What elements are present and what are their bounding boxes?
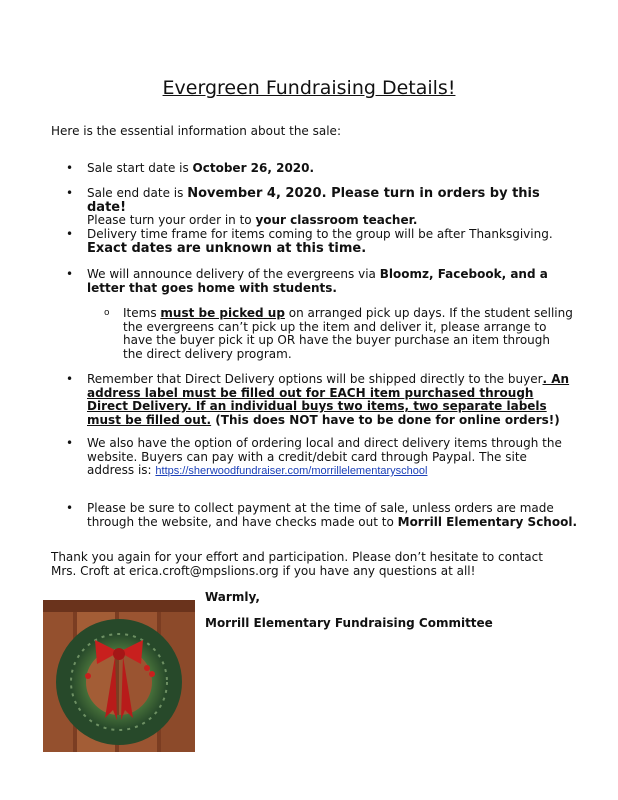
sub-bullet-pickup <box>123 307 573 361</box>
bullet-text: Please turn your order in to <box>87 213 256 227</box>
bullet-direct-delivery <box>87 373 577 427</box>
sub-text: on arranged pick up days. If the student selling the evergreens can’t pick up the item and deliver it, please arrange to have the buyer pick it up OR have the buyer purchase an item through the direct delivery program. <box>123 306 573 361</box>
address-label-note: . An address label must be filled out for EACH item purchased through Direct Delivery. If an individual buys two items, two separate labels must be filled out. <box>87 372 570 427</box>
start-date: October 26, 2020. <box>192 161 315 175</box>
school-name: Morrill Elementary School. <box>397 514 578 529</box>
bullet-text: We also have the option of ordering local and direct delivery items through the website. Buyers can pay with a credit/debit card through Paypal. The site address is: <box>87 436 562 477</box>
bullet-text: We will announce delivery of the evergreens via <box>87 267 380 281</box>
door-frame <box>43 600 195 612</box>
online-orders-note: (This does NOT have to be done for online orders!) <box>211 412 560 427</box>
bullet-start-date <box>87 162 577 176</box>
bullet-text: Delivery time frame for items coming to the group will be after Thanksgiving. <box>87 227 553 241</box>
must-be-picked-up: must be picked up <box>160 306 285 320</box>
bullet-collect-payment <box>87 502 577 529</box>
bullet-announce-delivery <box>87 268 577 295</box>
berry-icon <box>85 673 91 679</box>
signoff-committee: Morrill Elementary Fundraising Committee <box>205 616 493 630</box>
sub-text: Items <box>123 306 161 320</box>
bullet-text: Remember that Direct Delivery options will be shipped directly to the buyer <box>87 372 543 386</box>
fundraiser-link[interactable]: https://sherwoodfundraiser.com/morrillelementaryschool <box>155 465 428 477</box>
berry-icon <box>144 665 150 671</box>
intro-text: Here is the essential information about the sale: <box>51 124 341 138</box>
bullet-website-option <box>87 437 577 479</box>
bullet-text: Sale start date is <box>87 161 193 175</box>
page-title: Evergreen Fundraising Details! <box>162 77 456 99</box>
bullet-end-date <box>87 187 577 228</box>
bullet-text: Sale end date is <box>87 186 188 200</box>
classroom-teacher: your classroom teacher. <box>255 213 418 227</box>
exact-dates-note: Exact dates are unknown at this time. <box>87 240 367 256</box>
bullet-text: Please be sure to collect payment at the time of sale, unless orders are made through the website, and have checks made out to <box>87 501 554 529</box>
announce-channels: Bloomz, Facebook, and a letter that goes home with students. <box>87 267 548 295</box>
bullet-delivery-timeframe <box>87 228 577 255</box>
signoff-warmly: Warmly, <box>205 590 260 604</box>
wreath-photo <box>43 600 195 752</box>
end-date: November 4, 2020. Please turn in orders by this date! <box>87 186 540 215</box>
closing-paragraph: Thank you again for your effort and participation. Please don’t hesitate to contact Mrs. Croft at erica.croft@mpslions.org if you have any questions at all! <box>51 550 543 578</box>
berry-icon <box>149 671 155 677</box>
